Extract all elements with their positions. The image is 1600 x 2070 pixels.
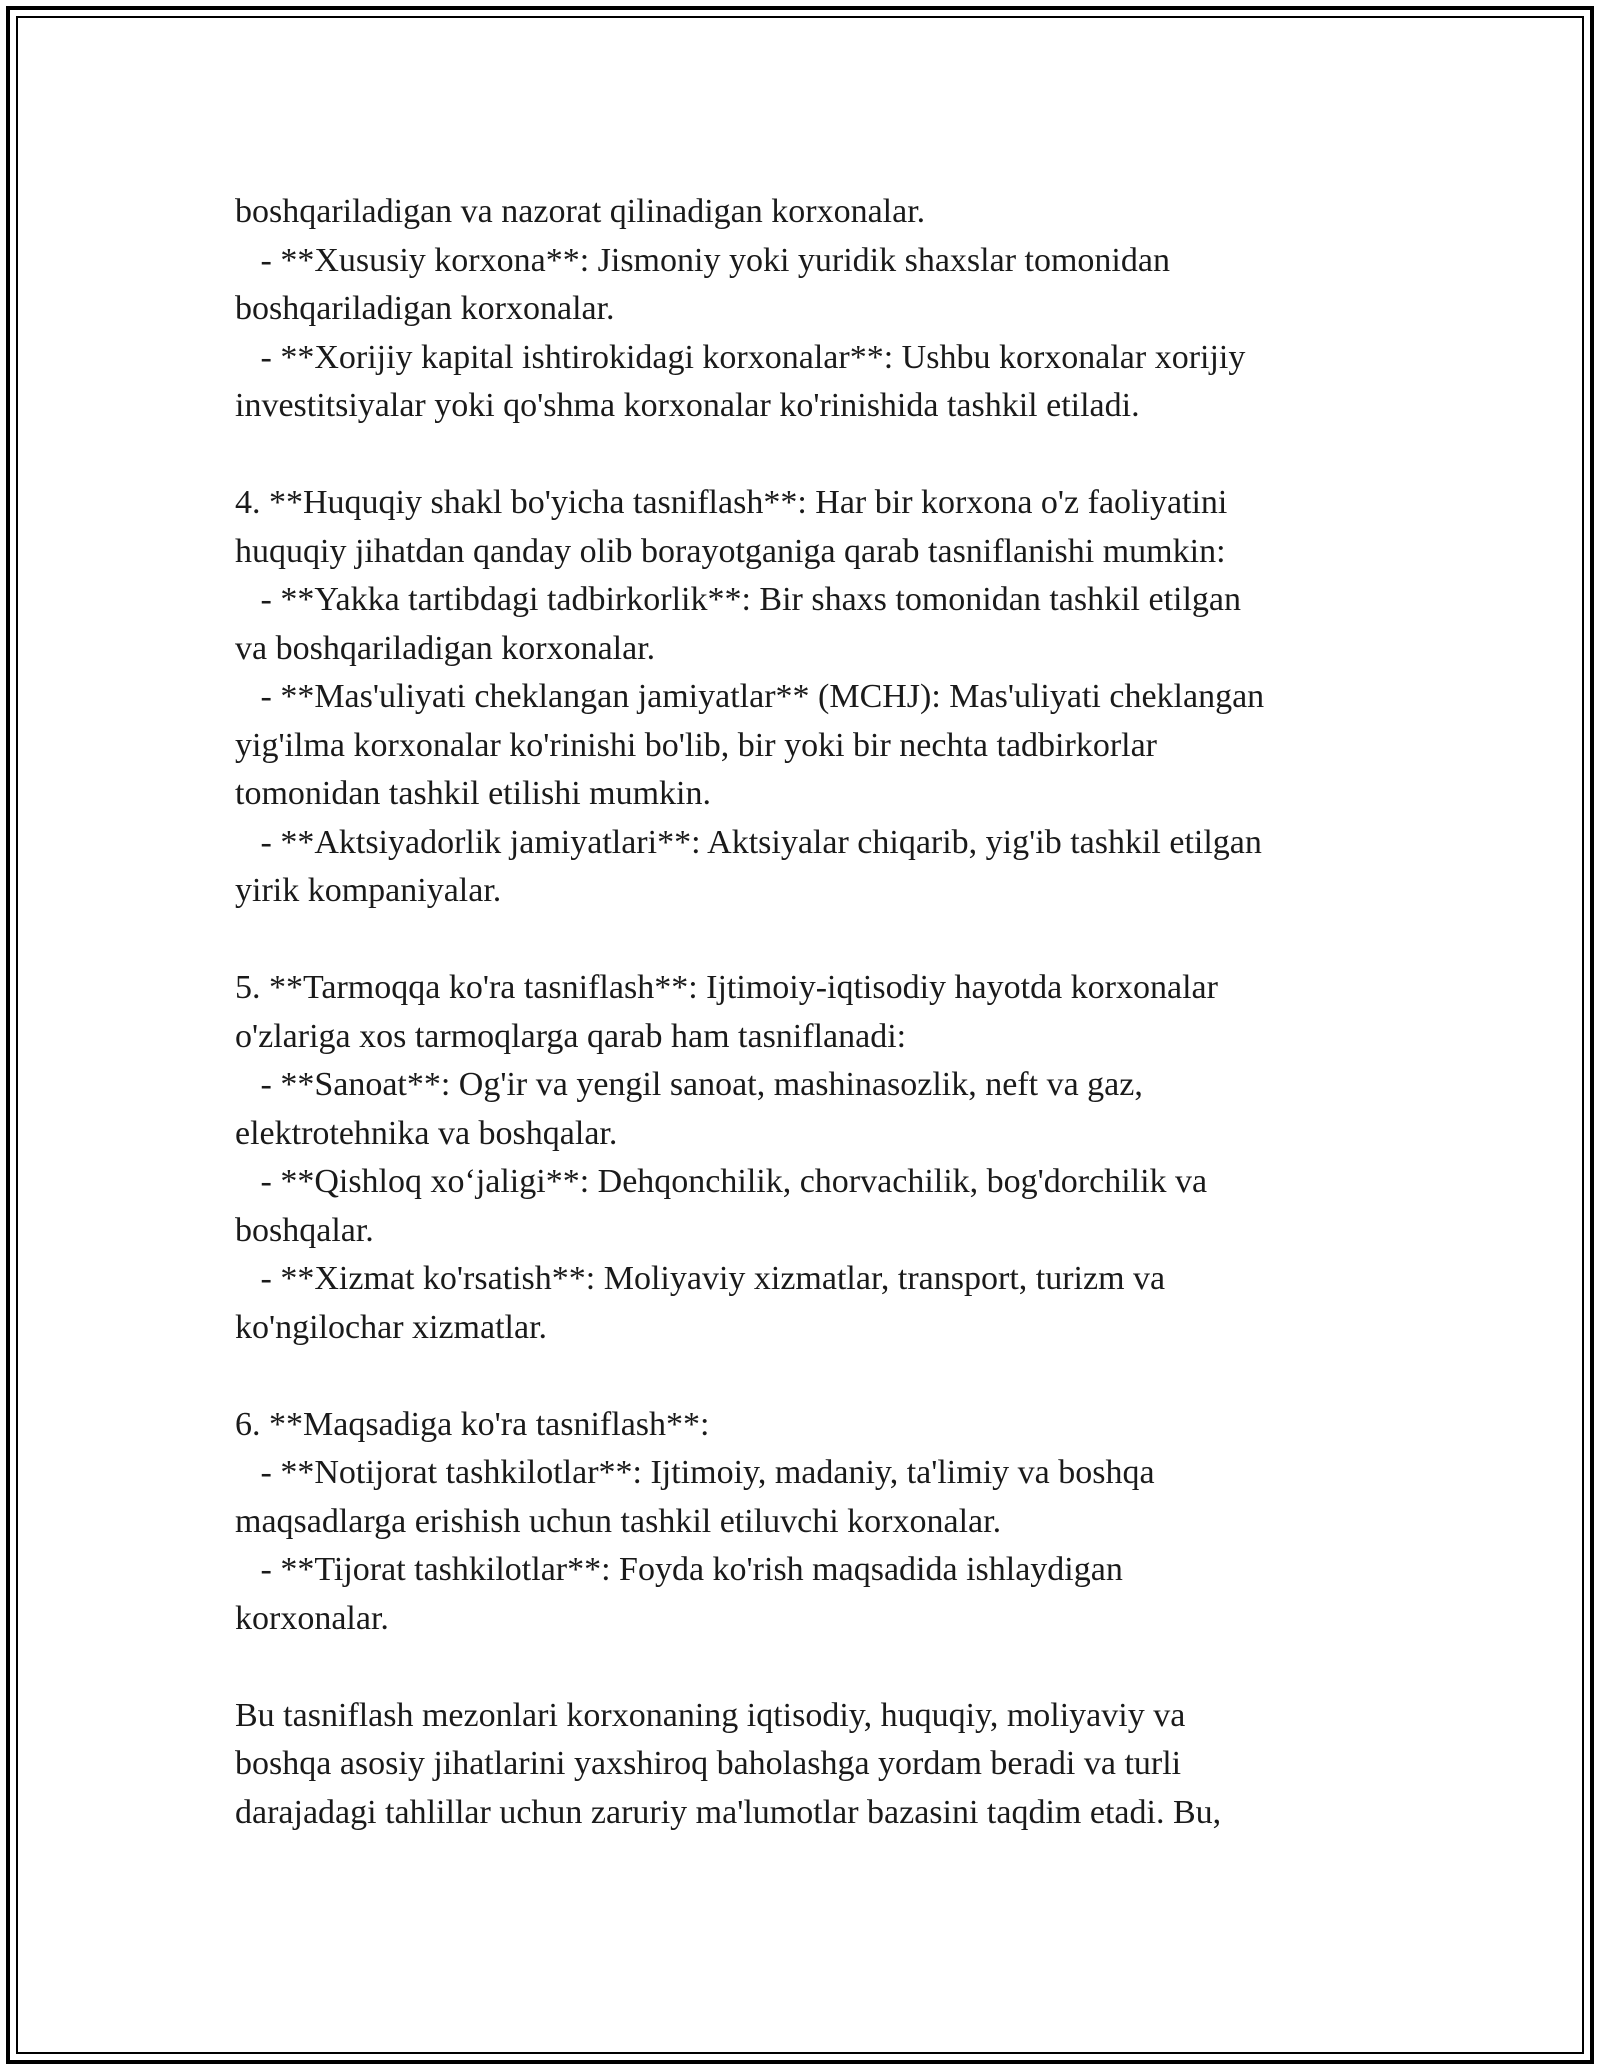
text-line: - **Tijorat tashkilotlar**: Foyda ko'rish maqsadida ishlaydigan — [235, 1551, 1123, 1588]
text-line: yig'ilma korxonalar ko'rinishi bo'lib, bir yoki bir nechta tadbirkorlar — [235, 726, 1158, 764]
text-line: - **Sanoat**: Og'ir va yengil sanoat, mashinasozlik, neft va gaz, — [235, 1066, 1143, 1103]
blank-line — [235, 431, 1375, 480]
blank-line — [235, 1352, 1375, 1401]
text-line: - **Xususiy korxona**: Jismoniy yoki yuridik shaxslar tomonidan — [235, 241, 1170, 279]
text-line: - **Xorijiy kapital ishtirokidagi korxonalar**: Ushbu korxonalar xorijiy — [235, 338, 1246, 376]
text-line: - **Xizmat ko'rsatish**: Moliyaviy xizmatlar, transport, turizm va — [235, 1260, 1166, 1297]
blank-line — [235, 1643, 1375, 1692]
text-line: 5. **Tarmoqqa ko'ra tasniflash**: Ijtimoiy-iqtisodiy hayotda korxonalar — [235, 969, 1218, 1006]
text-line: darajadagi tahlillar uchun zaruriy ma'lumotlar bazasini taqdim etadi. Bu, — [235, 1793, 1222, 1831]
text-line: boshqalar. — [235, 1211, 374, 1249]
text-line: tomonidan tashkil etilishi mumkin. — [235, 775, 711, 812]
text-line: boshqariladigan va nazorat qilinadigan korxonalar. — [235, 193, 926, 230]
text-line: 4. **Huquqiy shakl bo'yicha tasniflash**: Har bir korxona o'z faoliyatini — [235, 484, 1228, 521]
text-line: - **Notijorat tashkilotlar**: Ijtimoiy, madaniy, ta'limiy va boshqa — [235, 1454, 1155, 1491]
text-line: korxonalar. — [235, 1599, 389, 1637]
text-line: Bu tasniflash mezonlari korxonaning iqtisodiy, huquqiy, moliyaviy va — [235, 1696, 1186, 1734]
text-line: - **Aktsiyadorlik jamiyatlari**: Aktsiyalar chiqarib, yig'ib tashkil etilgan — [235, 823, 1262, 861]
text-line: - **Yakka tartibdagi tadbirkorlik**: Bir shaxs tomonidan tashkil etilgan — [235, 581, 1242, 618]
text-line: - **Qishloq xo‘jaligi**: Dehqonchilik, chorvachilik, bog'dorchilik va — [235, 1163, 1208, 1200]
text-line: - **Mas'uliyati cheklangan jamiyatlar** (MCHJ): Mas'uliyati cheklangan — [235, 678, 1265, 715]
text-line: maqsadlarga erishish uchun tashkil etiluvchi korxonalar. — [235, 1502, 1002, 1540]
text-line: boshqa asosiy jihatlarini yaxshiroq baholashga yordam beradi va turli — [235, 1745, 1182, 1782]
blank-line — [235, 916, 1375, 965]
text-line: o'zlariga xos tarmoqlarga qarab ham tasniflanadi: — [235, 1017, 907, 1055]
document-body — [235, 188, 1375, 1837]
text-line: huquqiy jihatdan qanday olib borayotganiga qarab tasniflanishi mumkin: — [235, 532, 1226, 570]
text-line: boshqariladigan korxonalar. — [235, 290, 615, 327]
text-line: ko'ngilochar xizmatlar. — [235, 1308, 548, 1346]
text-line: 6. **Maqsadiga ko'ra tasniflash**: — [235, 1405, 710, 1443]
text-line: elektrotehnika va boshqalar. — [235, 1114, 618, 1152]
text-line: va boshqariladigan korxonalar. — [235, 629, 656, 667]
text-line: investitsiyalar yoki qo'shma korxonalar ko'rinishida tashkil etiladi. — [235, 387, 1140, 424]
text-line: yirik kompaniyalar. — [235, 872, 502, 909]
